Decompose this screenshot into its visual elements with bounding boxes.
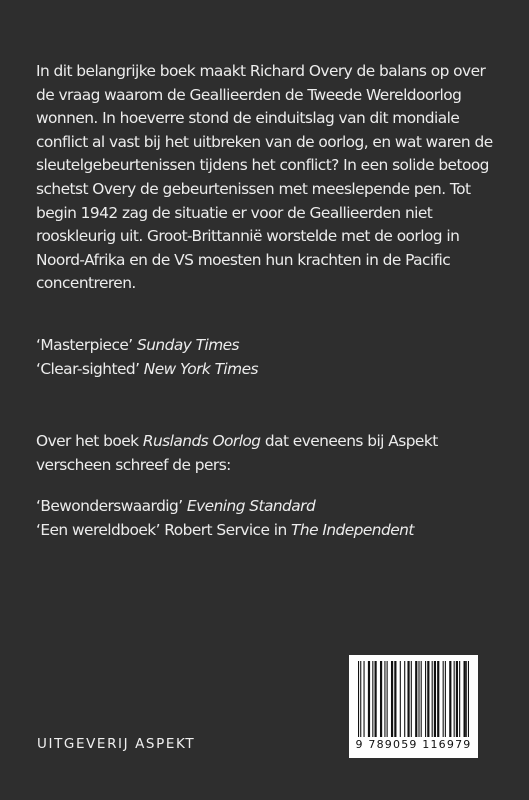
review-source: Sunday Times [136,336,240,354]
other-book-title: Ruslands Oorlog [142,432,261,450]
barcode-bar [456,661,458,737]
barcode-bar [449,661,451,737]
review-line [36,334,506,358]
review-source: New York Times [143,359,258,378]
barcode-bar [443,661,444,737]
reviews-this-book [36,334,506,381]
barcode-bar [400,661,401,737]
barcode-bar [466,661,467,737]
barcode-bar [368,661,370,737]
review-line [36,358,506,382]
barcode-bar [445,661,446,737]
barcode-bar [384,661,385,737]
barcode-bar [374,661,376,737]
isbn-number: 9 789059 116979 [355,738,472,751]
review-author: Robert Service in [159,520,292,539]
barcode-bar [364,661,365,737]
publisher-name: UITGEVERIJ ASPEKT [37,736,196,752]
barcode-bar [360,661,361,737]
barcode-icon [349,655,478,739]
barcode-bar [404,661,405,737]
barcode-bar [459,661,460,737]
barcode-bar [391,661,393,737]
review-quote: ‘Bewonderswaardig’ [36,497,183,515]
review-quote: ‘Clear-sighted’ [36,359,140,378]
barcode-bar [454,661,455,737]
barcode-bar [372,661,373,737]
barcode-bar [380,661,382,737]
barcode-bar [434,661,436,737]
review-quote: ‘Masterpiece’ [36,336,133,354]
reviews-other-book [36,495,506,542]
barcode-bar [468,661,469,737]
barcode-bar [421,661,422,737]
barcode-bar [407,661,409,737]
review-quote: ‘Een wereldboek’ [36,520,160,539]
intro-text-before: Over het boek [36,432,143,450]
review-line [36,519,506,543]
review-line [36,495,506,519]
barcode-bar [432,661,433,737]
barcode-bar [394,661,396,737]
book-description: In dit belangrijke boek maakt Richard Overy de balans op over de vraag waarom de Geallieerden de Tweede Wereldoorlog wonnen. In hoeverre stond de einduitslag van dit mondiale conflict al vast bij het uitbreken van de oorlog, en wat waren de sleutelgebeurtenissen tijdens het conflict? In een solide betoog schetst Overy de gebeurtenissen met meeslepende pen. Tot begin 1942 zag de situatie er voor de Geallieerden niet rooskleurig uit. Groot-Brittannië worstelde met de oorlog in Noord-Afrika en de VS moesten hun krachten in de Pacific concentreren. [36,62,493,293]
barcode-bar [415,661,417,737]
barcode-bar [427,661,429,737]
isbn-barcode [349,655,478,758]
barcode-bar [437,661,439,737]
barcode-bar [387,661,388,737]
review-source: Evening Standard [186,497,316,515]
barcode-bar [425,661,426,737]
review-source: The Independent [291,520,414,539]
barcode-bar [411,661,412,737]
other-book-intro [36,430,506,477]
intro-text-after: dat eveneens bij Aspekt verscheen schreef de pers: [36,432,438,474]
barcode-bar [418,661,419,737]
barcode-bar [464,661,466,737]
barcode-bar [358,661,359,737]
